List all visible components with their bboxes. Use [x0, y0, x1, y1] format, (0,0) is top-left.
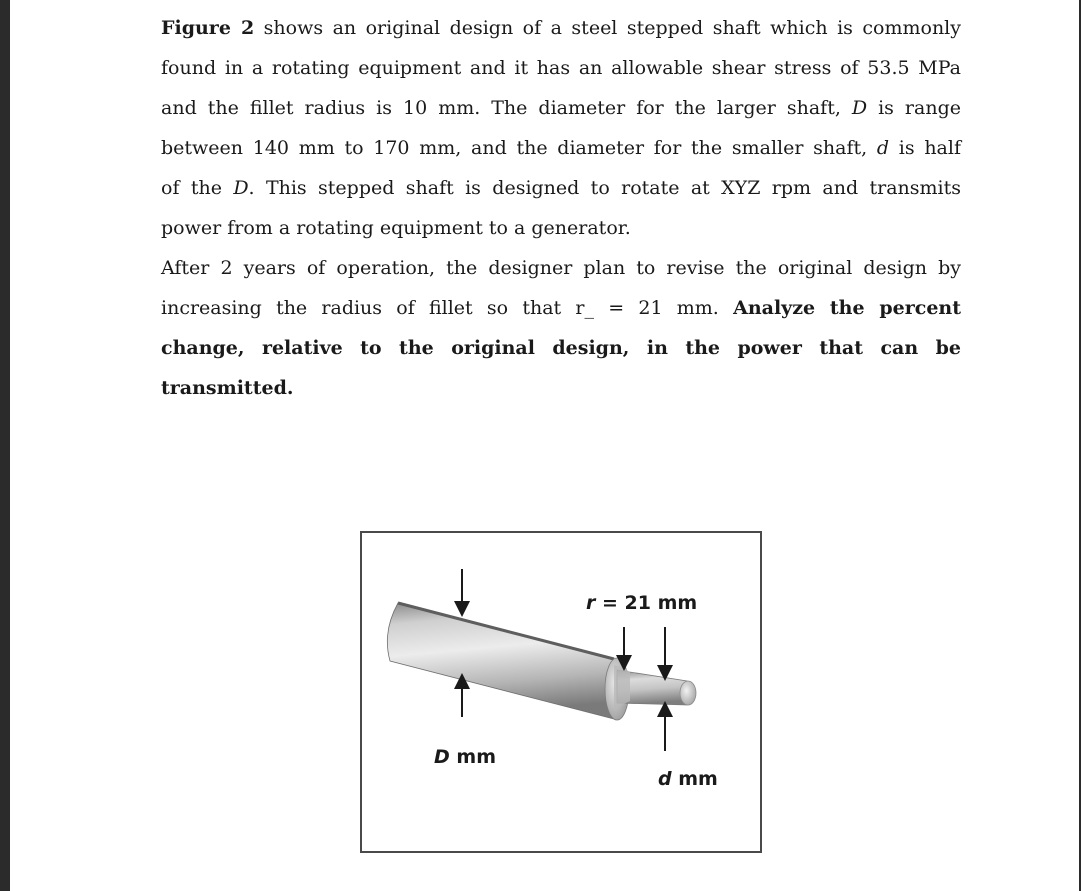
fillet-radius-label: [586, 592, 697, 614]
viewer-left-edge: [0, 0, 10, 891]
paragraph-1-line-2: found in a rotating equipment and it has an allowable shear stress of 53.5 MPa: [161, 57, 961, 79]
large-shaft-body: [387, 603, 614, 719]
figure-2-box: [360, 531, 762, 853]
variable-d: d: [876, 137, 890, 159]
label-var: D: [434, 746, 450, 768]
bold-question-run: Analyze the percent: [733, 297, 962, 319]
text-run: and the fillet radius is 10 mm. The diameter for the larger shaft,: [161, 97, 852, 119]
paragraph-1-line-1: [161, 8, 961, 48]
paragraph-2-line-1: After 2 years of operation, the designer plan to revise the original design by: [161, 257, 961, 279]
paragraph-1-line-4: [161, 128, 961, 168]
text-run: . This stepped shaft is designed to rotate at XYZ rpm and transmits: [248, 177, 961, 199]
label-var: r: [586, 592, 596, 614]
variable-D: D: [233, 177, 249, 199]
label-var: d: [658, 768, 672, 790]
paragraph-2-line-3: change, relative to the original design, in the power that can be: [161, 337, 961, 359]
problem-statement: [161, 8, 961, 408]
figure-reference: Figure 2: [161, 17, 255, 39]
text-run: is half: [889, 137, 961, 159]
paragraph-1-line-5: [161, 168, 961, 208]
text-run: between 140 mm to 170 mm, and the diameter for the smaller shaft,: [161, 137, 877, 159]
small-diameter-label: [658, 768, 718, 790]
small-shaft-end-face: [680, 681, 696, 705]
large-diameter-label: [434, 746, 496, 768]
stepped-shaft-figure: [362, 533, 760, 851]
label-text: mm: [449, 746, 496, 768]
paragraph-1-line-6: power from a rotating equipment to a generator.: [161, 217, 631, 239]
text-run: is range: [867, 97, 961, 119]
variable-D: D: [851, 97, 868, 119]
text-run: of the: [161, 177, 234, 199]
text-run: shows an original design of a steel stepped shaft which is commonly: [254, 17, 961, 39]
text-run: increasing the radius of fillet so that r_ = 21 mm.: [161, 297, 734, 319]
label-text: = 21 mm: [595, 592, 698, 614]
paragraph-1-line-3: [161, 88, 961, 128]
paragraph-2-line-2: [161, 288, 961, 328]
paragraph-2-line-4: transmitted.: [161, 377, 294, 399]
label-text: mm: [671, 768, 718, 790]
